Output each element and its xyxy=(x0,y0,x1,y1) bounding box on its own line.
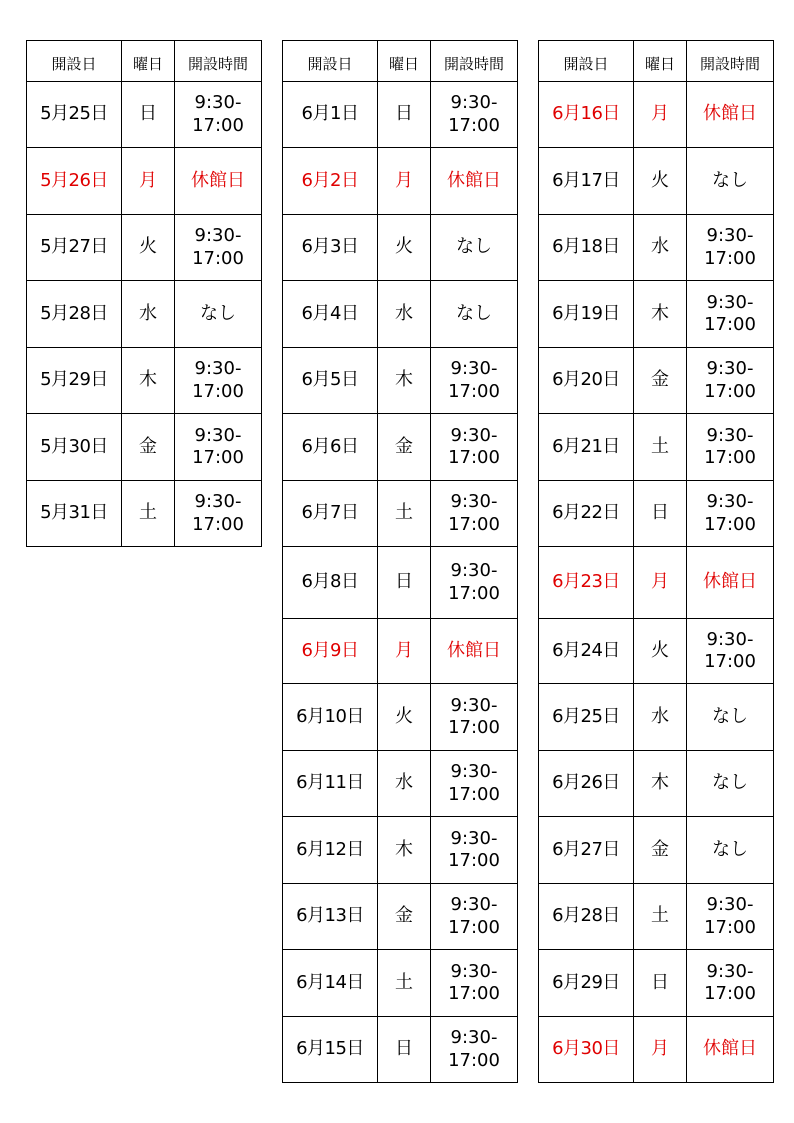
header-weekday: 曜日 xyxy=(378,41,431,82)
hours-cell: 9:30- 17:00 xyxy=(175,215,262,281)
weekday-cell: 土 xyxy=(634,884,687,950)
hours-cell: 9:30- 17:00 xyxy=(175,348,262,414)
weekday-cell: 日 xyxy=(378,82,431,148)
weekday-cell: 月 xyxy=(122,148,175,215)
weekday-cell: 金 xyxy=(634,348,687,414)
weekday-cell: 金 xyxy=(378,414,431,481)
table-row xyxy=(283,414,518,481)
date-cell: 6月14日 xyxy=(283,950,378,1017)
table-row xyxy=(283,82,518,148)
table-row xyxy=(27,414,262,481)
hours-cell: 休館日 xyxy=(687,547,774,619)
date-cell: 5月29日 xyxy=(27,348,122,414)
date-cell: 6月3日 xyxy=(283,215,378,281)
table-row xyxy=(27,82,262,148)
weekday-cell: 木 xyxy=(378,817,431,884)
weekday-cell: 土 xyxy=(122,481,175,547)
schedule-table-2 xyxy=(282,40,518,1083)
table-row xyxy=(539,348,774,414)
header-hours: 開設時間 xyxy=(687,41,774,82)
hours-cell: なし xyxy=(687,684,774,751)
weekday-cell: 木 xyxy=(634,751,687,817)
table-row xyxy=(539,414,774,481)
schedule-table-1 xyxy=(26,40,262,547)
date-cell: 6月4日 xyxy=(283,281,378,348)
weekday-cell: 月 xyxy=(634,1017,687,1083)
table-body xyxy=(283,82,518,1083)
header-hours: 開設時間 xyxy=(431,41,518,82)
date-cell: 6月9日 xyxy=(283,619,378,684)
table-row xyxy=(539,1017,774,1083)
header-row xyxy=(27,41,262,82)
weekday-cell: 金 xyxy=(634,817,687,884)
date-cell: 5月28日 xyxy=(27,281,122,348)
date-cell: 6月13日 xyxy=(283,884,378,950)
hours-cell: 休館日 xyxy=(431,619,518,684)
weekday-cell: 日 xyxy=(378,1017,431,1083)
hours-cell: 9:30- 17:00 xyxy=(431,1017,518,1083)
table-row xyxy=(283,215,518,281)
table-row xyxy=(283,148,518,215)
weekday-cell: 月 xyxy=(634,82,687,148)
weekday-cell: 木 xyxy=(378,348,431,414)
table-row xyxy=(539,950,774,1017)
header-date: 開設日 xyxy=(283,41,378,82)
weekday-cell: 水 xyxy=(378,751,431,817)
hours-cell: 9:30- 17:00 xyxy=(431,82,518,148)
date-cell: 6月2日 xyxy=(283,148,378,215)
hours-cell: 休館日 xyxy=(687,1017,774,1083)
table-row xyxy=(539,684,774,751)
date-cell: 6月29日 xyxy=(539,950,634,1017)
weekday-cell: 土 xyxy=(378,950,431,1017)
header-date: 開設日 xyxy=(27,41,122,82)
hours-cell: なし xyxy=(175,281,262,348)
hours-cell: 9:30- 17:00 xyxy=(687,481,774,547)
hours-cell: 9:30- 17:00 xyxy=(175,481,262,547)
date-cell: 6月24日 xyxy=(539,619,634,684)
date-cell: 6月8日 xyxy=(283,547,378,619)
date-cell: 5月27日 xyxy=(27,215,122,281)
header-weekday: 曜日 xyxy=(122,41,175,82)
hours-cell: 休館日 xyxy=(431,148,518,215)
weekday-cell: 火 xyxy=(634,619,687,684)
date-cell: 6月17日 xyxy=(539,148,634,215)
hours-cell: 9:30- 17:00 xyxy=(175,82,262,148)
hours-cell: 9:30- 17:00 xyxy=(431,414,518,481)
weekday-cell: 日 xyxy=(378,547,431,619)
date-cell: 6月20日 xyxy=(539,348,634,414)
table-row xyxy=(539,619,774,684)
date-cell: 5月25日 xyxy=(27,82,122,148)
table-row xyxy=(283,348,518,414)
hours-cell: 9:30- 17:00 xyxy=(431,684,518,751)
date-cell: 6月16日 xyxy=(539,82,634,148)
date-cell: 6月11日 xyxy=(283,751,378,817)
date-cell: 6月19日 xyxy=(539,281,634,348)
table-row xyxy=(539,281,774,348)
table-row xyxy=(283,281,518,348)
table-row xyxy=(283,884,518,950)
schedule-table-3 xyxy=(538,40,774,1083)
header-row xyxy=(539,41,774,82)
weekday-cell: 土 xyxy=(378,481,431,547)
table-row xyxy=(539,751,774,817)
date-cell: 6月26日 xyxy=(539,751,634,817)
date-cell: 6月6日 xyxy=(283,414,378,481)
hours-cell: 9:30- 17:00 xyxy=(431,950,518,1017)
hours-cell: 9:30- 17:00 xyxy=(175,414,262,481)
table-row xyxy=(283,1017,518,1083)
date-cell: 5月26日 xyxy=(27,148,122,215)
table-row xyxy=(539,817,774,884)
hours-cell: 9:30- 17:00 xyxy=(687,414,774,481)
table-row xyxy=(539,148,774,215)
hours-cell: 9:30- 17:00 xyxy=(687,619,774,684)
hours-cell: なし xyxy=(687,751,774,817)
header-hours: 開設時間 xyxy=(175,41,262,82)
table-row xyxy=(539,547,774,619)
table-row xyxy=(283,751,518,817)
hours-cell: なし xyxy=(687,148,774,215)
table-row xyxy=(27,281,262,348)
weekday-cell: 火 xyxy=(378,684,431,751)
hours-cell: なし xyxy=(687,817,774,884)
table-row xyxy=(283,547,518,619)
table-row xyxy=(27,481,262,547)
table-row xyxy=(27,215,262,281)
table-row xyxy=(283,950,518,1017)
date-cell: 5月31日 xyxy=(27,481,122,547)
table-row xyxy=(27,348,262,414)
date-cell: 6月30日 xyxy=(539,1017,634,1083)
weekday-cell: 土 xyxy=(634,414,687,481)
date-cell: 6月23日 xyxy=(539,547,634,619)
weekday-cell: 火 xyxy=(122,215,175,281)
weekday-cell: 水 xyxy=(378,281,431,348)
hours-cell: 9:30- 17:00 xyxy=(687,950,774,1017)
date-cell: 6月5日 xyxy=(283,348,378,414)
table-row xyxy=(539,215,774,281)
weekday-cell: 月 xyxy=(634,547,687,619)
header-weekday: 曜日 xyxy=(634,41,687,82)
weekday-cell: 金 xyxy=(122,414,175,481)
date-cell: 6月7日 xyxy=(283,481,378,547)
weekday-cell: 水 xyxy=(634,684,687,751)
weekday-cell: 水 xyxy=(122,281,175,348)
weekday-cell: 金 xyxy=(378,884,431,950)
weekday-cell: 火 xyxy=(378,215,431,281)
hours-cell: 9:30- 17:00 xyxy=(687,281,774,348)
table-row xyxy=(283,817,518,884)
table-row xyxy=(283,684,518,751)
hours-cell: 9:30- 17:00 xyxy=(431,751,518,817)
hours-cell: なし xyxy=(431,215,518,281)
hours-cell: 9:30- 17:00 xyxy=(431,817,518,884)
weekday-cell: 日 xyxy=(634,950,687,1017)
date-cell: 6月1日 xyxy=(283,82,378,148)
table-row xyxy=(539,884,774,950)
hours-cell: 9:30- 17:00 xyxy=(687,884,774,950)
hours-cell: 9:30- 17:00 xyxy=(687,215,774,281)
hours-cell: 9:30- 17:00 xyxy=(431,884,518,950)
date-cell: 6月10日 xyxy=(283,684,378,751)
table-row xyxy=(283,619,518,684)
header-row xyxy=(283,41,518,82)
hours-cell: 9:30- 17:00 xyxy=(687,348,774,414)
table-row xyxy=(283,481,518,547)
weekday-cell: 木 xyxy=(634,281,687,348)
table-row xyxy=(539,481,774,547)
weekday-cell: 月 xyxy=(378,148,431,215)
weekday-cell: 日 xyxy=(634,481,687,547)
table-row xyxy=(539,82,774,148)
hours-cell: なし xyxy=(431,281,518,348)
date-cell: 6月15日 xyxy=(283,1017,378,1083)
date-cell: 6月25日 xyxy=(539,684,634,751)
header-date: 開設日 xyxy=(539,41,634,82)
weekday-cell: 木 xyxy=(122,348,175,414)
weekday-cell: 月 xyxy=(378,619,431,684)
date-cell: 5月30日 xyxy=(27,414,122,481)
weekday-cell: 日 xyxy=(122,82,175,148)
weekday-cell: 水 xyxy=(634,215,687,281)
date-cell: 6月22日 xyxy=(539,481,634,547)
date-cell: 6月12日 xyxy=(283,817,378,884)
table-row xyxy=(27,148,262,215)
date-cell: 6月28日 xyxy=(539,884,634,950)
table-body xyxy=(539,82,774,1083)
hours-cell: 休館日 xyxy=(687,82,774,148)
hours-cell: 9:30- 17:00 xyxy=(431,481,518,547)
hours-cell: 9:30- 17:00 xyxy=(431,348,518,414)
date-cell: 6月18日 xyxy=(539,215,634,281)
weekday-cell: 火 xyxy=(634,148,687,215)
date-cell: 6月27日 xyxy=(539,817,634,884)
hours-cell: 休館日 xyxy=(175,148,262,215)
date-cell: 6月21日 xyxy=(539,414,634,481)
table-body xyxy=(27,82,262,547)
hours-cell: 9:30- 17:00 xyxy=(431,547,518,619)
